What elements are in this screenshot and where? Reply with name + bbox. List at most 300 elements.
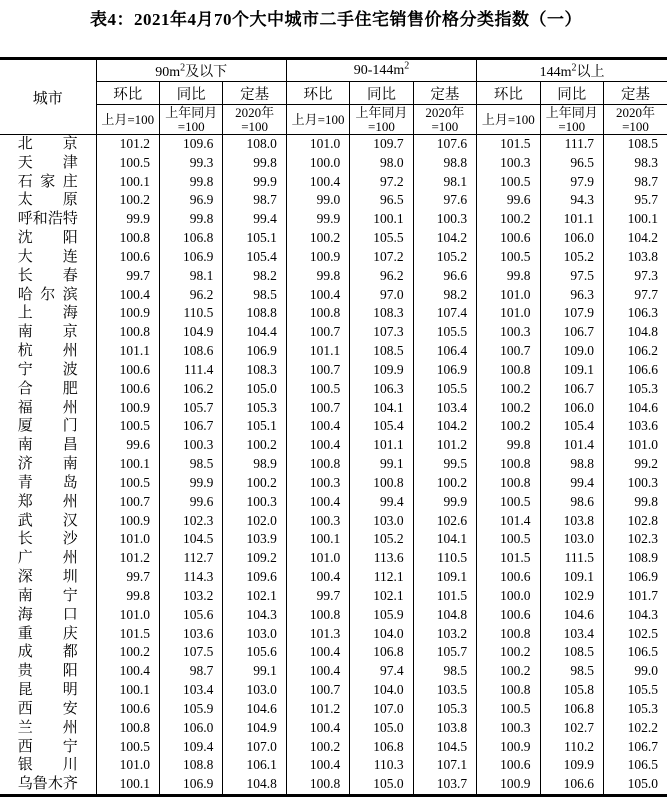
index-value-cell: 109.6: [159, 135, 222, 154]
index-value-cell: 98.8: [413, 154, 476, 173]
metric-header-yoy: 同比: [159, 82, 222, 105]
city-name: 银 川: [17, 757, 78, 774]
index-value-cell: 107.0: [223, 738, 286, 757]
city-name: 上 海: [17, 305, 78, 322]
index-value-cell: 100.3: [477, 323, 540, 342]
index-value-cell: 100.4: [286, 417, 349, 436]
index-value-cell: 101.1: [96, 342, 159, 361]
index-value-cell: 98.1: [159, 267, 222, 286]
city-name: 长 沙: [17, 531, 78, 548]
index-value-cell: 111.5: [540, 549, 603, 568]
city-cell: [0, 342, 96, 361]
index-value-cell: 99.6: [159, 493, 222, 512]
index-value-cell: 102.2: [603, 719, 667, 738]
index-value-cell: 97.2: [350, 173, 413, 192]
index-value-cell: 105.6: [159, 606, 222, 625]
index-value-cell: 98.5: [223, 286, 286, 305]
index-value-cell: 99.9: [413, 493, 476, 512]
index-value-cell: 101.2: [96, 549, 159, 568]
index-value-cell: 100.2: [223, 474, 286, 493]
base-header-2020: 2020年 =100: [223, 105, 286, 135]
index-value-cell: 100.7: [96, 493, 159, 512]
table-row: [0, 191, 667, 210]
index-value-cell: 106.8: [350, 643, 413, 662]
index-value-cell: 100.5: [477, 700, 540, 719]
index-value-cell: 100.2: [477, 380, 540, 399]
city-name: 太 原: [17, 192, 78, 209]
city-cell: [0, 606, 96, 625]
table-row: [0, 662, 667, 681]
index-value-cell: 106.7: [540, 323, 603, 342]
index-value-cell: 108.9: [603, 549, 667, 568]
index-value-cell: 100.6: [477, 229, 540, 248]
index-value-cell: 114.3: [159, 568, 222, 587]
index-value-cell: 100.4: [286, 568, 349, 587]
index-value-cell: 104.9: [223, 719, 286, 738]
index-value-cell: 109.0: [540, 342, 603, 361]
city-cell: [0, 286, 96, 305]
index-value-cell: 99.8: [159, 210, 222, 229]
base-header-prev-month: 上月=100: [96, 105, 159, 135]
index-value-cell: 100.2: [96, 191, 159, 210]
table-row: [0, 512, 667, 531]
index-value-cell: 105.2: [540, 248, 603, 267]
index-value-cell: 104.8: [223, 775, 286, 795]
index-value-cell: 105.1: [223, 417, 286, 436]
index-value-cell: 101.5: [96, 625, 159, 644]
index-value-cell: 97.9: [540, 173, 603, 192]
index-value-cell: 108.5: [540, 643, 603, 662]
base-header-prev-year: 上年同月 =100: [159, 105, 222, 135]
index-value-cell: 101.5: [477, 549, 540, 568]
index-value-cell: 107.2: [350, 248, 413, 267]
index-value-cell: 98.5: [540, 662, 603, 681]
index-value-cell: 101.0: [286, 135, 349, 154]
index-value-cell: 100.3: [286, 512, 349, 531]
index-value-cell: 102.3: [159, 512, 222, 531]
index-value-cell: 100.6: [477, 756, 540, 775]
table-row: [0, 587, 667, 606]
index-value-cell: 109.2: [223, 549, 286, 568]
index-value-cell: 108.0: [223, 135, 286, 154]
metric-header-mom: 环比: [96, 82, 159, 105]
index-value-cell: 104.1: [350, 399, 413, 418]
city-name: 广 州: [17, 550, 78, 567]
index-value-cell: 110.5: [159, 304, 222, 323]
index-value-cell: 101.7: [603, 587, 667, 606]
table-row: [0, 719, 667, 738]
index-value-cell: 110.3: [350, 756, 413, 775]
index-value-cell: 106.7: [159, 417, 222, 436]
city-cell: [0, 323, 96, 342]
index-value-cell: 105.0: [223, 380, 286, 399]
index-value-cell: 99.4: [350, 493, 413, 512]
index-value-cell: 99.6: [477, 191, 540, 210]
index-value-cell: 100.3: [413, 210, 476, 229]
index-value-cell: 101.1: [350, 436, 413, 455]
group-header-90-below: $90m^2$及以下: [96, 59, 286, 82]
index-value-cell: 99.9: [96, 210, 159, 229]
index-value-cell: 99.6: [96, 436, 159, 455]
index-value-cell: 104.6: [603, 399, 667, 418]
index-value-cell: 100.4: [96, 286, 159, 305]
index-value-cell: 109.6: [223, 568, 286, 587]
index-value-cell: 103.4: [540, 625, 603, 644]
index-value-cell: 105.6: [223, 643, 286, 662]
table-row: [0, 380, 667, 399]
index-value-cell: 105.9: [350, 606, 413, 625]
table-title: 表4：2021年4月70个大中城市二手住宅销售价格分类指数（一）: [90, 10, 582, 29]
index-value-cell: 100.5: [96, 738, 159, 757]
table-body: [0, 135, 667, 796]
index-value-cell: 100.2: [477, 662, 540, 681]
index-value-cell: 107.3: [350, 323, 413, 342]
city-name: 大 连: [17, 248, 78, 265]
table-row: [0, 248, 667, 267]
index-value-cell: 99.7: [286, 587, 349, 606]
city-name: 西 安: [17, 700, 78, 717]
metric-header-fixed: 定基: [413, 82, 476, 105]
index-value-cell: 105.4: [540, 417, 603, 436]
index-value-cell: 98.3: [603, 154, 667, 173]
index-value-cell: 106.7: [603, 738, 667, 757]
index-value-cell: 100.3: [159, 436, 222, 455]
index-value-cell: 100.3: [477, 719, 540, 738]
table-row: [0, 568, 667, 587]
index-value-cell: 105.4: [350, 417, 413, 436]
index-value-cell: 101.1: [286, 342, 349, 361]
index-value-cell: 99.1: [223, 662, 286, 681]
index-value-cell: 104.1: [413, 530, 476, 549]
index-value-cell: 105.5: [413, 380, 476, 399]
index-value-cell: 101.4: [477, 512, 540, 531]
index-value-cell: 104.2: [413, 417, 476, 436]
index-value-cell: 100.3: [477, 154, 540, 173]
city-cell: [0, 455, 96, 474]
index-value-cell: 101.2: [96, 135, 159, 154]
index-value-cell: 105.5: [413, 323, 476, 342]
index-value-cell: 103.0: [223, 625, 286, 644]
index-value-cell: 99.3: [159, 154, 222, 173]
index-value-cell: 100.2: [477, 210, 540, 229]
index-value-cell: 99.8: [477, 267, 540, 286]
index-value-cell: 104.3: [603, 606, 667, 625]
index-value-cell: 109.1: [540, 361, 603, 380]
index-value-cell: 104.8: [413, 606, 476, 625]
index-value-cell: 100.7: [477, 342, 540, 361]
index-value-cell: 103.4: [413, 399, 476, 418]
base-header-prev-year: 上年同月 =100: [540, 105, 603, 135]
index-value-cell: 109.9: [350, 361, 413, 380]
index-value-cell: 105.2: [350, 530, 413, 549]
index-value-cell: 112.1: [350, 568, 413, 587]
city-cell: [0, 530, 96, 549]
index-value-cell: 103.7: [413, 775, 476, 795]
city-cell: [0, 154, 96, 173]
city-name: 深 圳: [17, 569, 78, 586]
index-value-cell: 107.6: [413, 135, 476, 154]
index-value-cell: 105.0: [350, 775, 413, 795]
city-cell: [0, 380, 96, 399]
city-cell: [0, 700, 96, 719]
index-value-cell: 99.7: [96, 267, 159, 286]
index-value-cell: 101.2: [286, 700, 349, 719]
index-value-cell: 103.2: [159, 587, 222, 606]
index-value-cell: 96.9: [159, 191, 222, 210]
table-row: [0, 643, 667, 662]
city-name: 福 州: [17, 399, 78, 416]
table-row: [0, 436, 667, 455]
index-value-cell: 102.0: [223, 512, 286, 531]
index-value-cell: 100.4: [286, 493, 349, 512]
index-value-cell: 100.0: [477, 587, 540, 606]
table-header: [0, 59, 667, 135]
index-value-cell: 105.1: [223, 229, 286, 248]
index-value-cell: 105.4: [223, 248, 286, 267]
index-value-cell: 103.8: [540, 512, 603, 531]
city-column-header: 城市: [0, 59, 96, 135]
index-value-cell: 99.1: [350, 455, 413, 474]
index-value-cell: 104.4: [223, 323, 286, 342]
city-cell: [0, 267, 96, 286]
index-value-cell: 108.5: [603, 135, 667, 154]
index-value-cell: 103.8: [603, 248, 667, 267]
index-value-cell: 96.6: [413, 267, 476, 286]
index-value-cell: 104.6: [540, 606, 603, 625]
index-value-cell: 101.0: [96, 756, 159, 775]
index-value-cell: 99.8: [603, 493, 667, 512]
index-value-cell: 107.9: [540, 304, 603, 323]
index-value-cell: 100.6: [96, 248, 159, 267]
city-name: 合 肥: [17, 380, 78, 397]
index-value-cell: 108.8: [223, 304, 286, 323]
index-value-cell: 102.6: [413, 512, 476, 531]
city-cell: [0, 681, 96, 700]
index-value-cell: 104.3: [223, 606, 286, 625]
index-value-cell: 102.7: [540, 719, 603, 738]
index-value-cell: 104.0: [350, 681, 413, 700]
index-value-cell: 100.9: [477, 775, 540, 795]
index-value-cell: 95.7: [603, 191, 667, 210]
index-value-cell: 99.0: [603, 662, 667, 681]
city-cell: [0, 738, 96, 757]
index-value-cell: 100.6: [96, 361, 159, 380]
index-value-cell: 100.4: [96, 662, 159, 681]
index-value-cell: 100.4: [286, 173, 349, 192]
index-value-cell: 106.4: [413, 342, 476, 361]
index-value-cell: 103.5: [413, 681, 476, 700]
index-value-cell: 100.5: [477, 530, 540, 549]
table-row: [0, 474, 667, 493]
index-value-cell: 103.6: [159, 625, 222, 644]
city-name: 天 津: [17, 154, 78, 171]
city-name: 北 京: [17, 136, 78, 152]
index-value-cell: 99.4: [223, 210, 286, 229]
table-row: [0, 304, 667, 323]
city-cell: [0, 135, 96, 154]
index-value-cell: 100.8: [350, 474, 413, 493]
city-cell: [0, 248, 96, 267]
city-name: 南 昌: [17, 437, 78, 454]
index-value-cell: 98.8: [540, 455, 603, 474]
city-name: 宁 波: [17, 361, 78, 378]
index-value-cell: 100.7: [286, 323, 349, 342]
index-value-cell: 100.2: [286, 738, 349, 757]
city-cell: [0, 625, 96, 644]
index-value-cell: 100.0: [286, 154, 349, 173]
index-value-cell: 105.3: [603, 380, 667, 399]
index-value-cell: 100.4: [286, 643, 349, 662]
index-value-cell: 97.7: [603, 286, 667, 305]
city-cell: [0, 775, 96, 795]
index-value-cell: 100.4: [286, 286, 349, 305]
index-value-cell: 108.8: [159, 756, 222, 775]
index-value-cell: 101.4: [540, 436, 603, 455]
index-value-cell: 100.4: [286, 436, 349, 455]
city-name: 重 庆: [17, 625, 78, 642]
index-value-cell: 110.5: [413, 549, 476, 568]
city-name: 昆 明: [17, 682, 78, 699]
index-value-cell: 110.2: [540, 738, 603, 757]
index-value-cell: 104.6: [223, 700, 286, 719]
index-value-cell: 97.6: [413, 191, 476, 210]
metric-header-yoy: 同比: [540, 82, 603, 105]
metric-header-fixed: 定基: [603, 82, 667, 105]
index-value-cell: 100.1: [603, 210, 667, 229]
index-value-cell: 106.0: [540, 399, 603, 418]
index-value-cell: 96.5: [350, 191, 413, 210]
index-value-cell: 106.6: [540, 775, 603, 795]
index-value-cell: 100.2: [413, 474, 476, 493]
index-value-cell: 106.8: [540, 700, 603, 719]
index-value-cell: 106.9: [413, 361, 476, 380]
index-value-cell: 99.9: [286, 210, 349, 229]
index-value-cell: 100.5: [477, 173, 540, 192]
table-row: [0, 399, 667, 418]
index-value-cell: 100.5: [96, 417, 159, 436]
index-value-cell: 101.1: [540, 210, 603, 229]
index-value-cell: 105.2: [413, 248, 476, 267]
index-value-cell: 100.5: [477, 493, 540, 512]
index-value-cell: 100.9: [96, 399, 159, 418]
city-cell: [0, 417, 96, 436]
index-value-cell: 104.5: [159, 530, 222, 549]
index-value-cell: 100.7: [286, 399, 349, 418]
city-cell: [0, 662, 96, 681]
city-cell: [0, 719, 96, 738]
index-value-cell: 96.3: [540, 286, 603, 305]
index-value-cell: 105.0: [603, 775, 667, 795]
index-value-cell: 100.1: [286, 530, 349, 549]
index-value-cell: 106.8: [159, 229, 222, 248]
index-value-cell: 107.0: [350, 700, 413, 719]
index-value-cell: 103.2: [413, 625, 476, 644]
index-value-cell: 104.8: [603, 323, 667, 342]
index-value-cell: 109.1: [540, 568, 603, 587]
index-value-cell: 100.2: [223, 436, 286, 455]
city-name: 成 都: [17, 644, 78, 661]
index-value-cell: 100.3: [286, 474, 349, 493]
index-value-cell: 107.4: [413, 304, 476, 323]
index-value-cell: 106.8: [350, 738, 413, 757]
index-value-cell: 100.3: [603, 474, 667, 493]
index-value-cell: 100.6: [477, 606, 540, 625]
index-value-cell: 101.0: [96, 530, 159, 549]
table-row: [0, 210, 667, 229]
index-value-cell: 101.3: [286, 625, 349, 644]
index-value-cell: 99.8: [159, 173, 222, 192]
city-cell: [0, 399, 96, 418]
index-value-cell: 100.4: [286, 662, 349, 681]
table-row: [0, 455, 667, 474]
index-value-cell: 100.2: [477, 417, 540, 436]
index-value-cell: 106.5: [603, 756, 667, 775]
index-value-cell: 108.3: [223, 361, 286, 380]
city-cell: [0, 361, 96, 380]
index-value-cell: 105.8: [540, 681, 603, 700]
city-name: 南 宁: [17, 587, 78, 604]
index-value-cell: 106.1: [223, 756, 286, 775]
index-value-cell: 100.6: [96, 700, 159, 719]
index-value-cell: 100.1: [96, 455, 159, 474]
index-value-cell: 100.6: [477, 568, 540, 587]
index-value-cell: 97.5: [540, 267, 603, 286]
index-value-cell: 100.7: [286, 681, 349, 700]
city-name: 贵 阳: [17, 663, 78, 680]
index-value-cell: 102.5: [603, 625, 667, 644]
index-value-cell: 100.1: [96, 775, 159, 795]
table-row: [0, 700, 667, 719]
index-value-cell: 100.9: [96, 304, 159, 323]
index-value-cell: 104.9: [159, 323, 222, 342]
index-value-cell: 98.5: [413, 662, 476, 681]
index-value-cell: 101.0: [603, 436, 667, 455]
index-value-cell: 100.2: [96, 643, 159, 662]
index-value-cell: 99.0: [286, 191, 349, 210]
index-value-cell: 96.5: [540, 154, 603, 173]
index-value-cell: 100.9: [96, 512, 159, 531]
index-value-cell: 105.3: [223, 399, 286, 418]
city-name: 郑 州: [17, 493, 78, 510]
city-cell: [0, 493, 96, 512]
index-value-cell: 100.8: [286, 304, 349, 323]
index-value-cell: 97.4: [350, 662, 413, 681]
group-header-90-144: $90-144m^2$: [286, 59, 476, 82]
index-value-cell: 97.3: [603, 267, 667, 286]
index-value-cell: 105.0: [350, 719, 413, 738]
city-cell: [0, 436, 96, 455]
table-row: [0, 625, 667, 644]
index-value-cell: 98.2: [223, 267, 286, 286]
table-row: [0, 229, 667, 248]
city-name: 杭 州: [17, 343, 78, 360]
index-value-cell: 98.0: [350, 154, 413, 173]
index-value-cell: 99.2: [603, 455, 667, 474]
city-name: 武 汉: [17, 512, 78, 529]
index-value-cell: 99.8: [96, 587, 159, 606]
index-value-cell: 98.7: [159, 662, 222, 681]
metric-header-mom: 环比: [477, 82, 540, 105]
index-value-cell: 98.7: [223, 191, 286, 210]
index-value-cell: 101.0: [96, 606, 159, 625]
index-value-cell: 101.5: [477, 135, 540, 154]
base-header-prev-month: 上月=100: [286, 105, 349, 135]
index-value-cell: 97.0: [350, 286, 413, 305]
index-value-cell: 100.8: [477, 681, 540, 700]
index-value-cell: 100.4: [286, 756, 349, 775]
index-value-cell: 103.9: [223, 530, 286, 549]
index-value-cell: 99.9: [159, 474, 222, 493]
